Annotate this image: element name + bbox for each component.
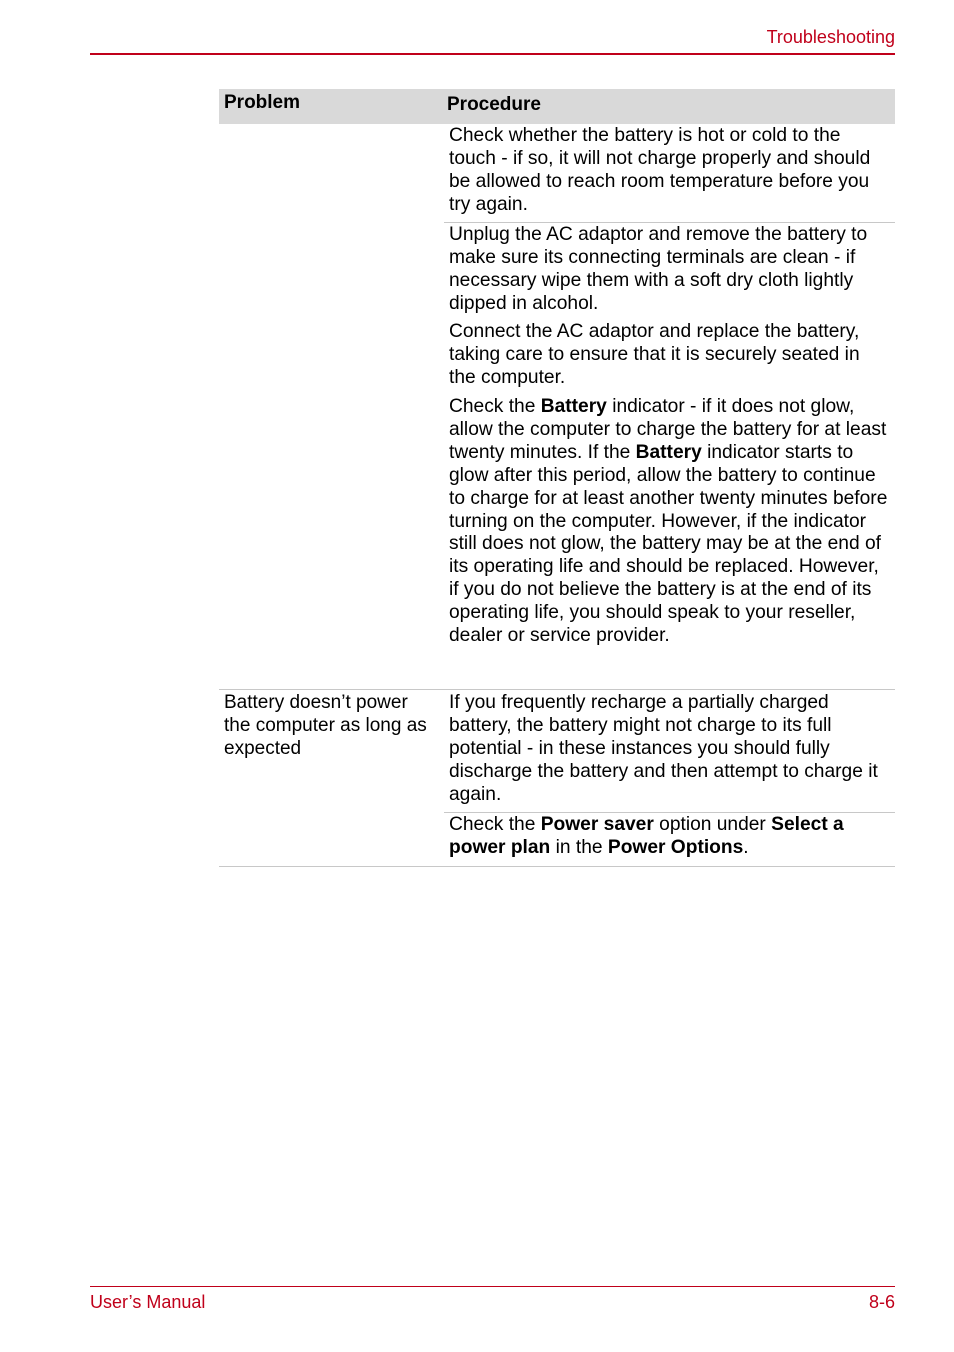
- battery-indicator-term: Battery: [635, 441, 702, 463]
- table-row: [219, 690, 895, 867]
- header-rule: [90, 53, 895, 55]
- footer-rule: [90, 1286, 895, 1287]
- procedure-text: Unplug the AC adaptor and remove the battery to make sure its connecting terminals are clean - if necessary wipe them with a soft dry cloth lightly dipped in alcohol.: [449, 224, 868, 314]
- procedure-text: Check the: [449, 396, 541, 417]
- procedure-paragraph: [444, 124, 895, 223]
- procedure-cell: [444, 124, 895, 689]
- problem-cell: Battery doesn’t power the computer as long as expected: [224, 692, 427, 759]
- procedure-text: .: [743, 836, 749, 858]
- troubleshooting-table: [219, 89, 895, 867]
- battery-indicator-term: Battery: [540, 396, 607, 417]
- procedure-text: Check whether the battery is hot or cold to the touch - if so, it will not charge properly and should be allowed to reach room temperature before you try again.: [449, 125, 871, 215]
- power-options-term: Power Options: [607, 836, 744, 858]
- procedure-paragraph: [444, 396, 895, 648]
- procedure-paragraph: [444, 223, 895, 321]
- select-power-plan-term: Select a power plan: [449, 814, 844, 858]
- procedure-paragraph: [444, 690, 895, 813]
- problem-cell: [219, 124, 444, 689]
- footer-manual-title: User’s Manual: [90, 1292, 206, 1312]
- header-section-title: Troubleshooting: [766, 27, 895, 47]
- footer-page-number: 8-6: [868, 1292, 895, 1312]
- power-saver-term: Power saver: [540, 814, 654, 835]
- procedure-text: Connect the AC adaptor and replace the battery, taking care to ensure that it is securely seated in the computer.: [449, 321, 860, 388]
- problem-column-header: Problem: [224, 92, 301, 113]
- procedure-text: indicator starts to glow after this period, allow the battery to continue to charge for at least another twenty minutes before turning on the computer. However, if the indicator still does not glow, the battery may be at the end of its operating life and should be replaced. However, if you do not believe the battery is at the end of its operating life, you should speak to your reseller, dealer or service provider.: [449, 441, 888, 647]
- procedure-text: option under: [653, 814, 772, 835]
- table-row: [219, 124, 895, 690]
- procedure-text: in the: [550, 836, 608, 858]
- procedure-column-header: Procedure: [447, 94, 541, 115]
- procedure-cell: [444, 690, 895, 866]
- table-header: [219, 89, 895, 124]
- procedure-text: indicator - if it does not glow, allow the computer to charge the battery for at least twenty minutes. If the: [449, 396, 887, 463]
- procedure-paragraph: [444, 813, 895, 860]
- procedure-text: If you frequently recharge a partially charged battery, the battery might not charge to its full potential - in these instances you should fully discharge the battery and then attempt to charge it again.: [449, 692, 878, 805]
- procedure-text: Check the: [449, 814, 541, 835]
- procedure-paragraph: [444, 321, 895, 396]
